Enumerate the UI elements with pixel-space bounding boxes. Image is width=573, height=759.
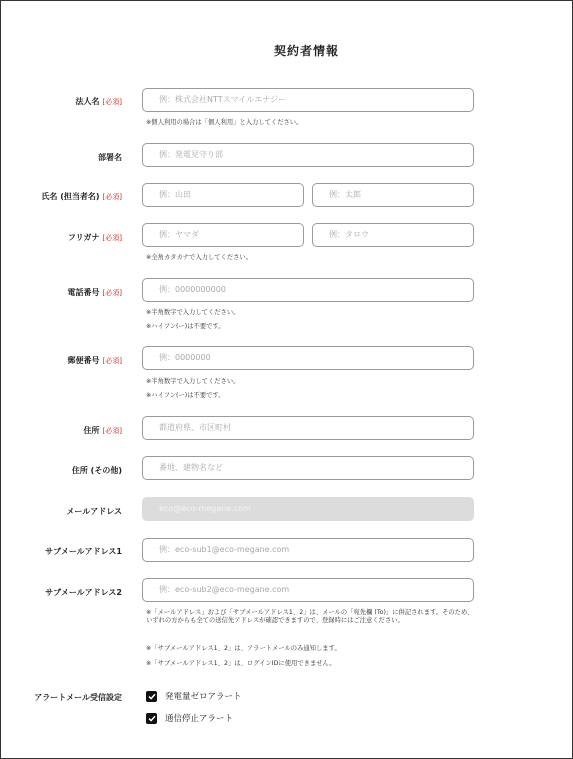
zip-note-1: ※半角数字で入力してください。 <box>146 378 240 385</box>
first-name-input[interactable]: 例：太郎 <box>312 183 474 207</box>
checkbox-label: 発電量ゼロアラート <box>165 692 242 702</box>
alert-setting-label: アラートメール受信設定 <box>34 693 122 702</box>
last-name-kana-input[interactable]: 例：ヤマダ <box>142 223 304 247</box>
required-mark: [必須] <box>102 193 122 201</box>
sub-email-1-input[interactable]: 例：eco-sub1@eco-megane.com <box>142 538 474 562</box>
sub-email-note-1: ※「メールアドレス」および「サブメールアドレス1、2」は、メールの「宛先欄 (To)」に併記されます。そのため、いずれの方からも全ての送信先アドレスが確認できますので、登録時にはご注意ください。 <box>146 609 474 624</box>
sub-email-note-3: ※「サブメールアドレス1、2」は、ログインIDに使用できません。 <box>146 660 336 667</box>
checkbox-label: 通信停止アラート <box>165 714 234 724</box>
phone-note-2: ※ハイフン(ー)は不要です。 <box>146 323 225 330</box>
name-label: 氏名 (担当者名) [必須] <box>41 192 122 201</box>
sub-email-2-label: サブメールアドレス2 <box>45 588 122 597</box>
corp-note: ※個人利用の場合は「個人利用」と入力してください。 <box>146 119 303 126</box>
address2-input[interactable]: 番地、建物名など <box>142 456 474 480</box>
last-name-input[interactable]: 例：山田 <box>142 183 304 207</box>
dept-label: 部署名 <box>98 153 122 162</box>
sub-email-2-input[interactable]: 例：eco-sub2@eco-megane.com <box>142 578 474 602</box>
zip-label: 郵便番号 [必須] <box>67 356 122 365</box>
dept-input[interactable]: 例：発電見守り部 <box>142 143 474 167</box>
page-title: 契約者情報 <box>273 44 339 58</box>
corp-name-input[interactable]: 例：株式会社NTTスマイルエナジー <box>142 88 474 112</box>
kana-note: ※全角カタカナで入力してください。 <box>146 254 253 261</box>
required-mark: [必須] <box>102 98 122 106</box>
phone-note-1: ※半角数字で入力してください。 <box>146 309 240 316</box>
corp-label: 法人名 [必須] <box>75 97 122 106</box>
required-mark: [必須] <box>102 357 122 365</box>
zip-note-2: ※ハイフン(ー)は不要です。 <box>146 392 225 399</box>
check-icon[interactable] <box>146 713 157 724</box>
kana-label: フリガナ [必須] <box>67 233 122 242</box>
email-label: メールアドレス <box>66 507 122 516</box>
communication-stop-alert-checkbox[interactable] <box>146 712 233 724</box>
sub-email-1-label: サブメールアドレス1 <box>45 547 122 556</box>
address-label: 住所 [必須] <box>83 426 122 435</box>
required-mark: [必須] <box>102 289 122 297</box>
required-mark: [必須] <box>102 234 122 242</box>
zero-generation-alert-checkbox[interactable] <box>146 690 242 702</box>
sub-email-note-2: ※「サブメールアドレス1、2」は、アラートメールのみ通知します。 <box>146 645 341 652</box>
zip-input[interactable]: 例：0000000 <box>142 346 474 370</box>
phone-label: 電話番号 [必須] <box>67 288 122 297</box>
address2-label: 住所 (その他) <box>71 466 122 475</box>
phone-input[interactable]: 例：0000000000 <box>142 278 474 302</box>
first-name-kana-input[interactable]: 例：タロウ <box>312 223 474 247</box>
required-mark: [必須] <box>102 427 122 435</box>
address-input[interactable]: 都道府県、市区町村 <box>142 416 474 440</box>
email-input-disabled: eco@eco-megane.com <box>142 497 474 521</box>
check-icon[interactable] <box>146 691 157 702</box>
